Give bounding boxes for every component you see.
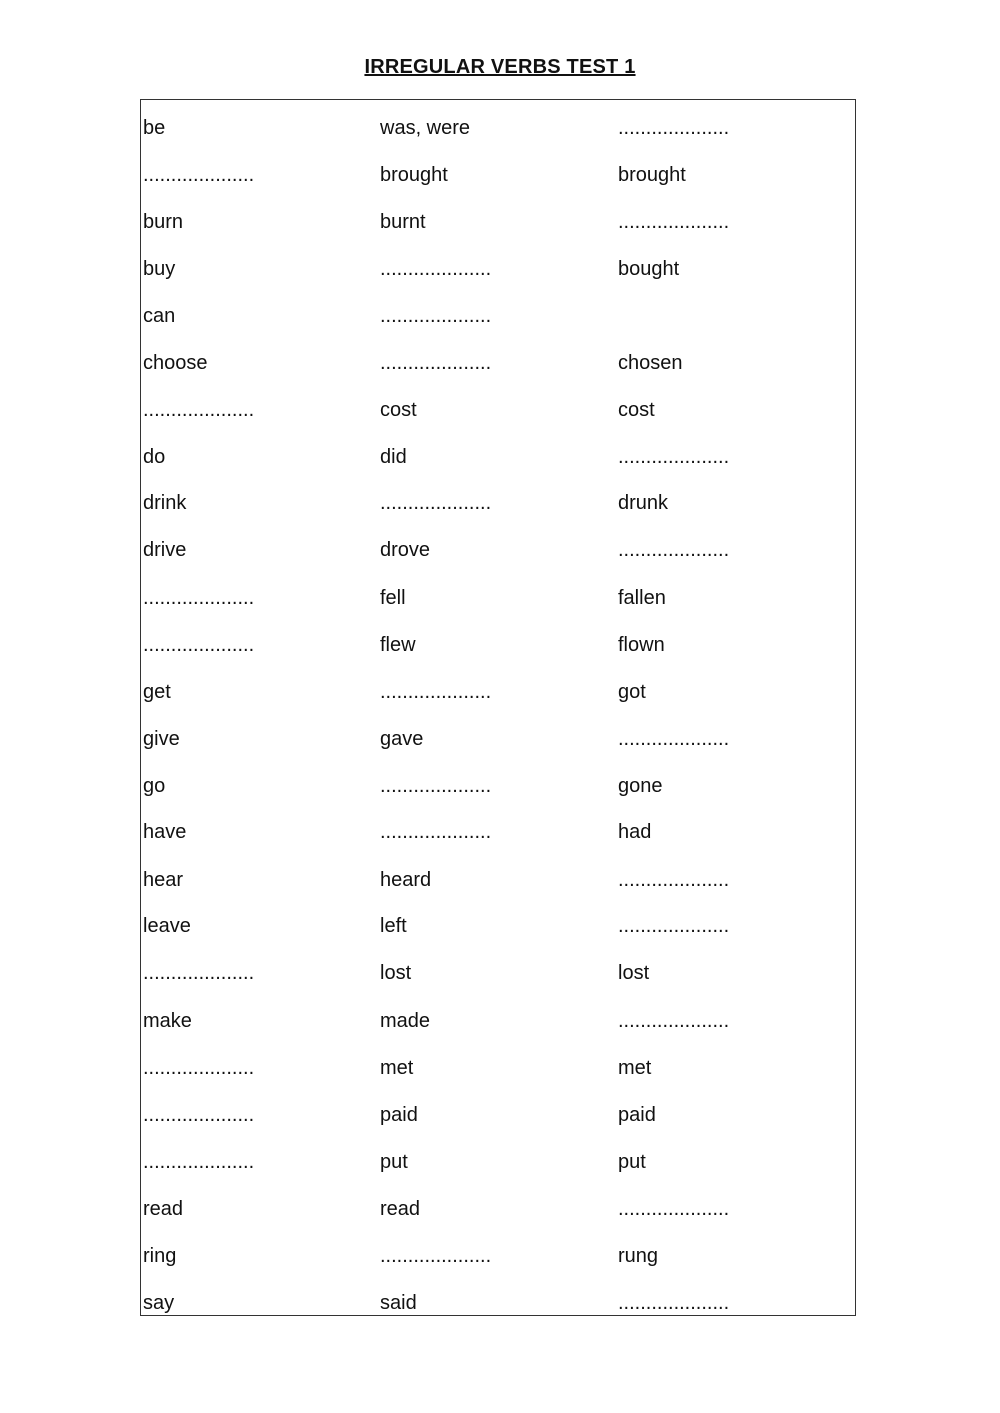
base-form: give [143, 728, 180, 750]
base-form: read [143, 1198, 184, 1220]
table-row [141, 207, 855, 237]
past-participle: fallen [618, 587, 666, 609]
past-simple: cost [380, 399, 417, 421]
past-simple: fell [380, 587, 406, 609]
table-row [141, 1241, 855, 1271]
past-simple: .................... [380, 492, 492, 514]
past-simple: .................... [380, 258, 492, 280]
base-form: go [143, 775, 166, 797]
table-row [141, 348, 855, 378]
past-simple: .................... [380, 1245, 492, 1267]
base-form: drink [143, 492, 187, 514]
table-row [141, 958, 855, 988]
past-simple: .................... [380, 305, 492, 327]
past-participle: .................... [618, 728, 730, 750]
base-form: .................... [143, 399, 255, 421]
base-form: get [143, 681, 171, 703]
past-simple: .................... [380, 821, 492, 843]
table-row [141, 865, 855, 895]
table-row [141, 817, 855, 847]
table-row [141, 724, 855, 754]
past-participle: put [618, 1151, 646, 1173]
past-simple: said [380, 1292, 417, 1314]
base-form: ring [143, 1245, 177, 1267]
past-participle: met [618, 1057, 652, 1079]
past-simple: drove [380, 539, 431, 561]
base-form: do [143, 446, 166, 468]
past-participle: brought [618, 164, 686, 186]
table-row [141, 301, 855, 331]
past-simple: left [380, 915, 407, 937]
base-form: choose [143, 352, 208, 374]
base-form: make [143, 1010, 192, 1032]
past-participle: .................... [618, 1198, 730, 1220]
past-simple: .................... [380, 775, 492, 797]
table-row [141, 1053, 855, 1083]
table-row [141, 583, 855, 613]
table-row [141, 771, 855, 801]
past-participle: chosen [618, 352, 683, 374]
past-simple: read [380, 1198, 421, 1220]
past-participle: cost [618, 399, 655, 421]
past-simple: heard [380, 869, 432, 891]
base-form: leave [143, 915, 191, 937]
past-participle: bought [618, 258, 680, 280]
base-form: drive [143, 539, 187, 561]
table-row [141, 1194, 855, 1224]
base-form: can [143, 305, 176, 327]
past-participle: .................... [618, 117, 730, 139]
past-participle: flown [618, 634, 665, 656]
past-simple: met [380, 1057, 414, 1079]
base-form: .................... [143, 962, 255, 984]
past-simple: burnt [380, 211, 426, 233]
base-form: have [143, 821, 187, 843]
base-form: buy [143, 258, 176, 280]
table-row [141, 1006, 855, 1036]
table-row [141, 113, 855, 143]
past-participle: .................... [618, 1292, 730, 1314]
base-form: .................... [143, 1151, 255, 1173]
past-simple: .................... [380, 681, 492, 703]
past-participle: drunk [618, 492, 669, 514]
table-row [141, 677, 855, 707]
base-form: .................... [143, 164, 255, 186]
past-simple: gave [380, 728, 424, 750]
past-participle: .................... [618, 869, 730, 891]
past-simple: made [380, 1010, 431, 1032]
past-participle: paid [618, 1104, 656, 1126]
base-form: be [143, 117, 166, 139]
past-simple: .................... [380, 352, 492, 374]
past-participle: .................... [618, 1010, 730, 1032]
table-row [141, 1100, 855, 1130]
table-row [141, 911, 855, 941]
base-form: .................... [143, 634, 255, 656]
table-row [141, 395, 855, 425]
table-row [141, 1288, 855, 1318]
verb-table [140, 99, 856, 1316]
table-row [141, 535, 855, 565]
past-simple: paid [380, 1104, 418, 1126]
past-participle: .................... [618, 539, 730, 561]
past-simple: did [380, 446, 407, 468]
past-participle: .................... [618, 211, 730, 233]
base-form: hear [143, 869, 184, 891]
table-row [141, 1147, 855, 1177]
base-form: .................... [143, 587, 255, 609]
base-form: burn [143, 211, 184, 233]
past-simple: lost [380, 962, 412, 984]
past-participle: .................... [618, 446, 730, 468]
past-participle: got [618, 681, 646, 703]
past-simple: brought [380, 164, 448, 186]
past-simple: was, were [380, 117, 471, 139]
past-participle: rung [618, 1245, 659, 1267]
past-participle: gone [618, 775, 663, 797]
past-simple: put [380, 1151, 408, 1173]
past-participle: lost [618, 962, 650, 984]
past-participle: .................... [618, 915, 730, 937]
base-form: say [143, 1292, 175, 1314]
base-form: .................... [143, 1104, 255, 1126]
past-participle: had [618, 821, 652, 843]
table-row [141, 488, 855, 518]
table-row [141, 254, 855, 284]
past-simple: flew [380, 634, 416, 656]
table-row [141, 630, 855, 660]
base-form: .................... [143, 1057, 255, 1079]
page-title: IRREGULAR VERBS TEST 1 [364, 56, 636, 78]
table-row [141, 160, 855, 190]
table-row [141, 442, 855, 472]
